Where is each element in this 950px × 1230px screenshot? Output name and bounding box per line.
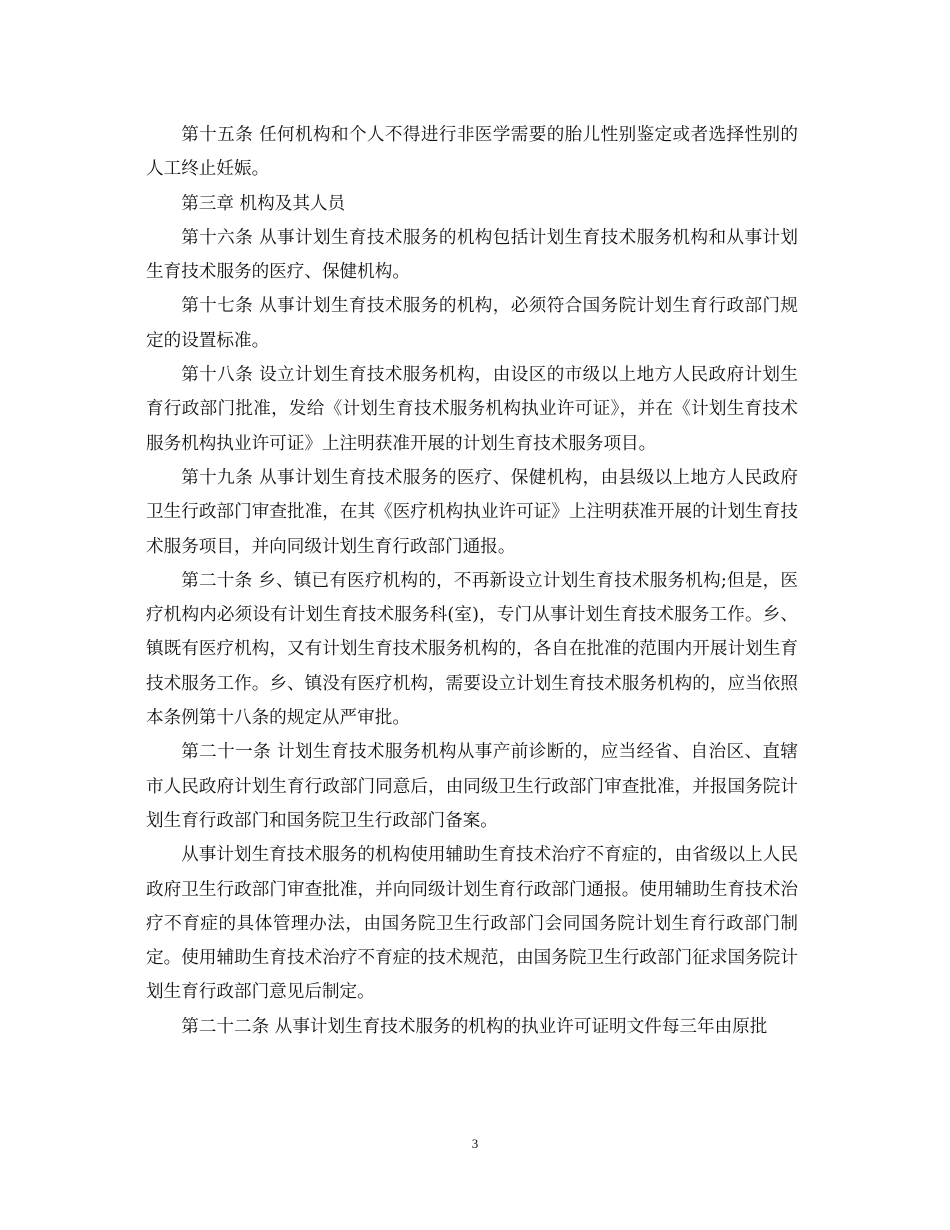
paragraph-article-19: 第十九条 从事计划生育技术服务的医疗、保健机构，由县级以上地方人民政府卫生行政部门审查批准，在其《医疗机构执业许可证》上注明获准开展的计划生育技术服务项目，并向同级计划生育行政部门通报。 <box>146 467 798 557</box>
paragraph-article-18: 第十八条 设立计划生育技术服务机构，由设区的市级以上地方人民政府计划生育行政部门批准，发给《计划生育技术服务机构执业许可证》，并在《计划生育技术服务机构执业许可证》上注明获准开展的计划生育技术服务项目。 <box>146 365 798 454</box>
paragraph-article-21-continued: 从事计划生育技术服务的机构使用辅助生育技术治疗不育症的，由省级以上人民政府卫生行政部门审查批准，并向同级计划生育行政部门通报。使用辅助生育技术治疗不育症的具体管理办法，由国务院卫生行政部门会同国务院计划生育行政部门制定。使用辅助生育技术治疗不育症的技术规范，由国务院卫生行政部门征求国务院计划生育行政部门意见后制定。 <box>146 845 798 1003</box>
chapter-heading: 第三章 机构及其人员 <box>181 193 346 214</box>
paragraph-article-16: 第十六条 从事计划生育技术服务的机构包括计划生育技术服务机构和从事计划生育技术服务的医疗、保健机构。 <box>146 227 798 283</box>
paragraph-article-15: 第十五条 任何机构和个人不得进行非医学需要的胎儿性别鉴定或者选择性别的人工终止妊娠。 <box>146 125 798 180</box>
paragraph-article-17: 第十七条 从事计划生育技术服务的机构，必须符合国务院计划生育行政部门规定的设置标准。 <box>146 296 798 351</box>
paragraph-article-21: 第二十一条 计划生育技术服务机构从事产前诊断的，应当经省、自治区、直辖市人民政府计划生育行政部门同意后，由同级卫生行政部门审查批准，并报国务院计划生育行政部门和国务院卫生行政部门备案。 <box>146 742 798 831</box>
body-text <box>146 118 798 1044</box>
page-number: 3 <box>471 1136 479 1151</box>
paragraph-article-20: 第二十条 乡、镇已有医疗机构的，不再新设立计划生育技术服务机构;但是，医疗机构内必须设有计划生育技术服务科(室)，专门从事计划生育技术服务工作。乡、镇既有医疗机构，又有计划生育技术服务机构的，各自在批准的范围内开展计划生育技术服务工作。乡、镇没有医疗机构，需要设立计划生育技术服务机构的，应当依照本条例第十八条的规定从严审批。 <box>146 570 798 729</box>
paragraph-article-22: 第二十二条 从事计划生育技术服务的机构的执业许可证明文件每三年由原批 <box>181 1016 768 1037</box>
